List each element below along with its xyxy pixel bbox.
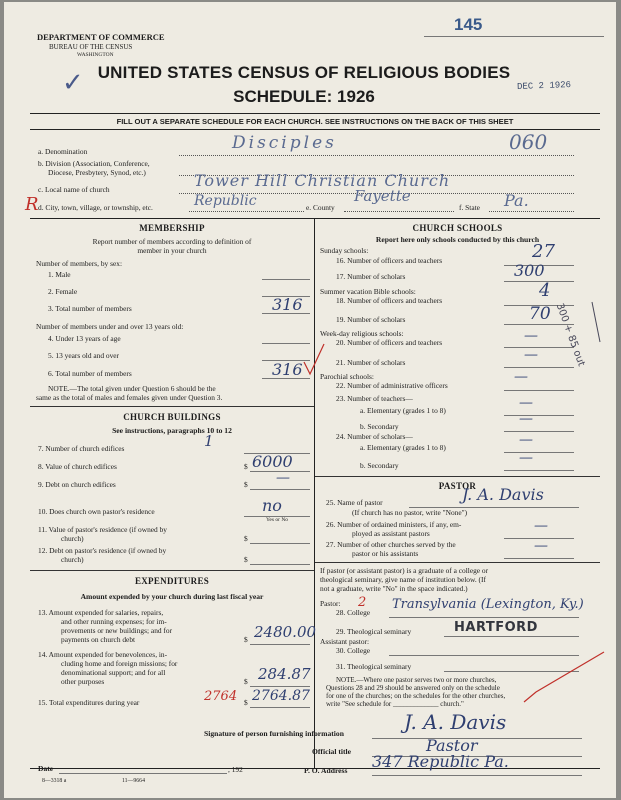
expenditures-title: EXPENDITURES [134,576,210,586]
members-by-sex-label: Number of members, by sex: [36,259,122,268]
q7-label: 7. Number of church edifices [38,444,125,453]
q18-value[interactable]: 4 [539,280,551,301]
r-margin-mark: R [25,194,39,215]
q13-label-1: 13. Amount expended for salaries, repairs, [38,608,164,617]
official-title-label: Official title [312,747,352,756]
stamp-number: 145 [454,15,483,34]
denomination-value[interactable]: Disciples [232,133,337,153]
division-label-2: Diocese, Presbytery, Synod, etc.) [48,168,146,177]
q24b-value[interactable]: — [519,450,533,466]
date-year: , 192 [228,765,243,774]
date-line [59,773,227,774]
q21-label: 21. Number of scholars [336,358,406,367]
pastor-title: PASTOR [438,481,477,491]
q27-label-1: 27. Number of other churches served by the [326,540,456,549]
q11-label-1: 11. Value of pastor's residence (if owned by [38,525,167,534]
q9-value[interactable]: — [276,470,290,486]
asst-pastor-sublabel: Assistant pastor: [320,637,370,646]
denomination-code: 060 [509,130,548,154]
pastor-sublabel: Pastor: [320,599,341,608]
membership-intro-1: Report number of members according to definition of [92,237,252,246]
q14-label-3: denominational support; and for all [61,668,166,677]
parochial-label: Parochial schools: [320,372,374,381]
po-address-line [372,775,582,776]
q20-label: 20. Number of officers and teachers [336,338,443,347]
q20-value[interactable]: — [524,328,538,344]
q13-dollar: $ [244,635,248,644]
q8-dollar: $ [244,462,248,471]
q10-value[interactable]: no [262,496,282,515]
census-schedule-sheet [4,2,616,798]
q26-label-2: ployed as assistant pastors [352,529,430,538]
q7-value[interactable]: 1 [204,432,214,450]
division-label-1: b. Division (Association, Conference, [38,159,150,168]
local-name-value[interactable]: Tower Hill Christian Church [194,171,451,190]
local-name-label: c. Local name of church [38,185,110,194]
membership-intro-2: member in your church [137,246,207,255]
q27-value[interactable]: — [534,538,548,554]
q16-label: 16. Number of officers and teachers [336,256,443,265]
q1-label: 1. Male [48,270,71,279]
margin-side-note: 300 + 85 out [553,302,587,368]
q14-dollar: $ [244,677,248,686]
graduate-note-1: If pastor (or assistant pastor) is a graduate of a college or [320,566,489,575]
summer-label: Summer vacation Bible schools: [320,287,416,296]
q17-value[interactable]: 300 [514,261,545,280]
q25-note: (If church has no pastor, write "None") [352,508,468,517]
print-number: 11—9664 [122,778,145,784]
q12-label-1: 12. Debt on pastor's residence (if owned by [38,546,167,555]
county-label: e. County [306,203,335,212]
q12-dollar: $ [244,555,248,564]
q21-value[interactable]: — [524,347,538,363]
expenditures-intro: Amount expended by your church during last fiscal year [80,592,264,601]
county-value[interactable]: Fayette [354,187,411,205]
q15-dollar: $ [244,698,248,707]
buildings-title: CHURCH BUILDINGS [123,412,221,422]
schools-intro: Report here only schools conducted by this church [375,235,540,244]
q15-red-total: 2764 [204,689,238,704]
q12-label-2: church) [61,555,84,564]
q18-label: 18. Number of officers and teachers [336,296,443,305]
q11-dollar: $ [244,534,248,543]
membership-note-2: same as the total of males and females given under Question 3. [36,393,223,402]
q14-label-4: other purposes [61,677,105,686]
q25-value[interactable]: J. A. Davis [462,485,544,504]
q13-label-4: payments on church debt [61,635,136,644]
instruction-banner: FILL OUT A SEPARATE SCHEDULE FOR EACH CHURCH. SEE INSTRUCTIONS ON THE BACK OF THIS SHEET [116,117,514,126]
q31-label: 31. Theological seminary [336,662,412,671]
q24a-label: a. Elementary (grades 1 to 8) [360,443,446,452]
yes-no-hint: Yes or No [266,517,289,523]
q15-value[interactable]: 2764.87 [252,688,310,704]
q19-label: 19. Number of scholars [336,315,406,324]
q26-label-1: 26. Number of ordained ministers, if any, em- [326,520,462,529]
buildings-sub: See instructions, paragraphs 10 to 12 [112,426,232,435]
check-mark: ✓ [62,68,84,98]
date-stamp: DEC 2 1926 [516,80,572,92]
q13-label-2: and other running expenses; for im- [61,617,167,626]
q11-label-2: church) [61,534,84,543]
schools-title: CHURCH SCHOOLS [412,223,503,233]
graduate-note-3: not a graduate, write "No" in the space indicated.) [320,584,468,593]
city-name: WASHINGTON [77,52,114,58]
q10-label: 10. Does church own pastor's residence [38,507,155,516]
q24b-label: b. Secondary [360,461,399,470]
q9-label: 9. Debt on church edifices [38,480,116,489]
city-label: d. City, town, village, or township, etc. [38,203,153,212]
q14-value[interactable]: 284.87 [258,665,311,683]
q30-label: 30. College [336,646,371,655]
q2-label: 2. Female [48,287,78,296]
q29-label: 29. Theological seminary [336,627,412,636]
q28-red-mark: 2 [358,595,367,610]
q25-label: 25. Name of pastor [326,498,383,507]
q17-label: 17. Number of scholars [336,272,406,281]
q23a-value[interactable]: — [519,395,533,411]
age-intro-label: Number of members under and over 13 years old: [36,322,184,331]
signature-value[interactable]: J. A. Davis [404,710,507,734]
signature-label: Signature of person furnishing information [204,729,344,738]
q14-label-1: 14. Amount expended for benevolences, in- [38,650,168,659]
q24a-value[interactable]: — [519,432,533,448]
sunday-label: Sunday schools: [320,246,369,255]
q16-value[interactable]: 27 [532,241,555,262]
bureau-name: BUREAU OF THE CENSUS [49,43,133,51]
pastor-note-2: Questions 28 and 29 should be answered only on the schedule [326,684,500,692]
q3-label: 3. Total number of members [48,304,132,313]
q23a-label: a. Elementary (grades 1 to 8) [360,406,446,415]
city-value[interactable]: Republic [194,193,257,209]
date-label: Date [38,764,54,773]
q19-value[interactable]: 70 [529,304,551,324]
q23b-value[interactable]: — [519,411,533,427]
pastor-note-4: write "See schedule for _____________ church." [326,700,464,708]
q28-label: 28. College [336,608,371,617]
q9-dollar: $ [244,480,248,489]
q23-label: 23. Number of teachers— [336,394,413,403]
graduate-note-2: theological seminary, give name of institution below. (If [320,575,486,584]
q6-label: 6. Total number of members [48,369,132,378]
q22-value[interactable]: — [514,369,528,385]
q14-label-2: cluding home and foreign missions; for [61,659,178,668]
red-tick-marks [4,2,616,798]
q3-value[interactable]: 316 [272,295,303,314]
state-label: f. State [459,203,480,212]
q22-label: 22. Number of administrative officers [336,381,448,390]
form-number: 8—3318 a [42,778,67,784]
po-address-label: P. O. Address [304,766,348,775]
q8-value[interactable]: 6000 [252,452,293,471]
q23b-label: b. Secondary [360,422,399,431]
form-subtitle: SCHEDULE: 1926 [233,87,375,106]
po-address-value[interactable]: 347 Republic Pa. [372,752,509,771]
dept-name: DEPARTMENT OF COMMERCE [37,32,165,42]
q29-value[interactable]: HARTFORD [454,620,538,635]
q24-label: 24. Number of scholars— [336,432,413,441]
denomination-label: a. Denomination [38,147,88,156]
weekday-label: Week-day religious schools: [320,329,404,338]
official-title-value[interactable]: Pastor [426,736,478,755]
q4-label: 4. Under 13 years of age [48,334,121,343]
q8-label: 8. Value of church edifices [38,462,117,471]
form-title: UNITED STATES CENSUS OF RELIGIOUS BODIES [97,63,511,82]
q26-value[interactable]: — [534,518,548,534]
membership-title: MEMBERSHIP [139,223,205,233]
pastor-note-1: NOTE.—Where one pastor serves two or more churches, [336,676,497,684]
q27-label-2: pastor or his assistants [352,549,419,558]
q5-label: 5. 13 years old and over [48,351,120,360]
q28-value[interactable]: Transylvania (Lexington, Ky.) [392,597,584,612]
q13-label-3: provements or new buildings; and for [61,626,173,635]
q13-value[interactable]: 2480.00 [254,623,317,641]
pastor-note-3: for one of the churches; on the schedules for the other churches, [326,692,506,700]
membership-note-1: NOTE.—The total given under Question 6 should be the [48,384,216,393]
state-value[interactable]: Pa. [504,191,529,210]
q6-value[interactable]: 316 [272,360,303,379]
q15-label: 15. Total expenditures during year [38,698,140,707]
